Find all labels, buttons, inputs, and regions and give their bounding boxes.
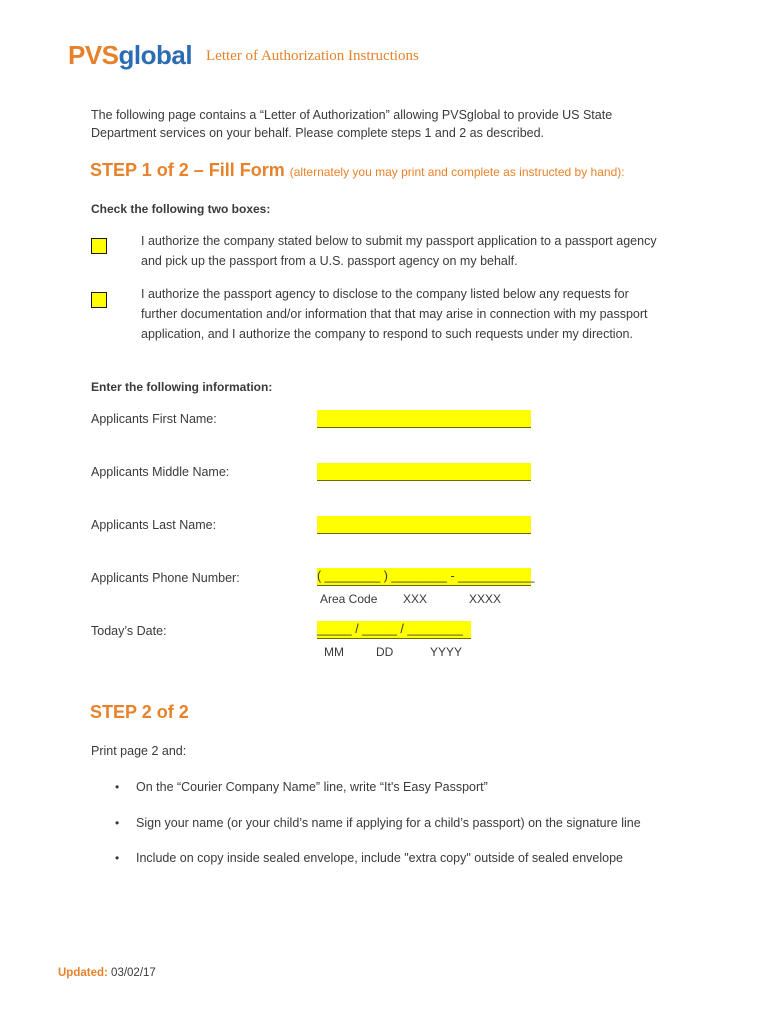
bullet-2-text: Sign your name (or your child’s name if applying for a child’s passport) on the signature line	[136, 816, 641, 830]
intro-line-2: Department services on your behalf. Please complete steps 1 and 2 as described.	[91, 126, 545, 140]
intro-paragraph	[91, 106, 651, 142]
checkbox-2-line-2: further documentation and/or information that that may arise in connection with my passport	[141, 307, 648, 321]
date-field[interactable]	[317, 621, 471, 639]
logo-pvs-text: PVS	[68, 40, 119, 70]
bullet-1-dot: •	[115, 780, 120, 794]
step1-title: STEP 1 of 2 – Fill Form	[90, 160, 285, 180]
authorize-disclosure-checkbox[interactable]	[91, 292, 107, 308]
checkbox-2-line-3: application, and I authorize the company to respond to such requests under my direction.	[141, 327, 633, 341]
intro-line-1: The following page contains a “Letter of Authorization” allowing PVSglobal to provide US State	[91, 108, 613, 122]
bullet-3-text: Include on copy inside sealed envelope, include "extra copy" outside of sealed envelope	[136, 851, 623, 865]
logo-global-text: global	[118, 40, 193, 70]
phone-xxxx-label: XXXX	[469, 592, 502, 606]
phone-field[interactable]	[317, 568, 535, 586]
page-title: Letter of Authorization Instructions	[206, 48, 419, 64]
step1-note: (alternately you may print and complete as instructed by hand):	[289, 165, 625, 179]
middle-name-field[interactable]	[317, 463, 531, 481]
pvsglobal-logo	[68, 40, 198, 76]
updated-footer	[58, 967, 156, 979]
enter-info-label: Enter the following information:	[91, 380, 273, 394]
phone-label: Applicants Phone Number:	[91, 571, 240, 585]
last-name-label: Applicants Last Name:	[91, 518, 217, 532]
date-mm-label: MM	[324, 645, 344, 659]
last-name-field[interactable]	[317, 516, 531, 534]
bullet-3-dot: •	[115, 851, 120, 865]
checkbox-1-text	[141, 231, 681, 271]
authorize-submission-checkbox[interactable]	[91, 238, 107, 254]
step2-heading: STEP 2 of 2	[90, 702, 189, 722]
date-yyyy-label: YYYY	[430, 645, 463, 659]
updated-date: 03/02/17	[111, 967, 156, 979]
bullet-1-text: On the “Courier Company Name” line, write “It's Easy Passport”	[136, 780, 488, 794]
phone-mask: ( ________ ) ________ - ___________	[317, 569, 535, 583]
first-name-field[interactable]	[317, 410, 531, 428]
checkbox-2-line-1: I authorize the passport agency to disclose to the company listed below any requests for	[141, 287, 629, 301]
checkbox-1-line-1: I authorize the company stated below to submit my passport application to a passport agency	[141, 234, 657, 248]
checkbox-2-text	[141, 284, 681, 344]
phone-xxx-label: XXX	[403, 592, 428, 606]
step1-heading	[90, 160, 625, 181]
middle-name-label: Applicants Middle Name:	[91, 465, 230, 479]
area-code-label: Area Code	[320, 592, 378, 606]
checkbox-1-line-2: and pick up the passport from a U.S. passport agency on my behalf.	[141, 254, 518, 268]
first-name-label: Applicants First Name:	[91, 412, 217, 426]
date-label: Today’s Date:	[91, 624, 167, 638]
step2-intro: Print page 2 and:	[91, 744, 187, 758]
date-dd-label: DD	[376, 645, 394, 659]
bullet-2-dot: •	[115, 816, 120, 830]
date-mask: _____ / _____ / ________	[317, 622, 463, 636]
check-boxes-label: Check the following two boxes:	[91, 202, 271, 216]
updated-label: Updated:	[58, 967, 108, 979]
